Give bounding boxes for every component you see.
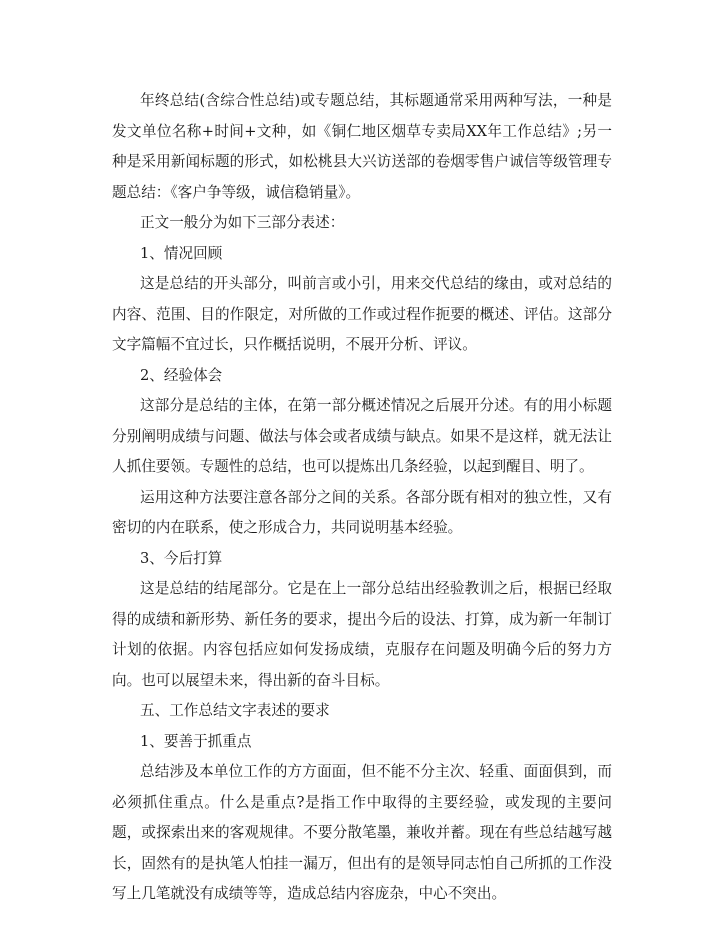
paragraph-focus-on-key-points: 总结涉及本单位工作的方方面面，但不能不分主次、轻重、面面俱到，而必须抓住重点。什么是重点?是指工作中取得的主要经验，或发现的主要问题，或探索出来的客观规律。不要分散笔墨，兼收并蓄。现在有些总结越写越长，固然有的是执笔人怕挂一漏万，但出有的是领导同志怕自己所抓的工作没写上几笔就没有成绩等等，造成总结内容庞杂，中心不突出。 [112,763,612,902]
document-body [112,86,612,910]
paragraph-future-plans: 这是总结的结尾部分。它是在上一部分总结出经验教训之后，根据已经取得的成绩和新形势、新任务的要求，提出今后的设法、打算，成为新一年制订计划的依据。内容包括应如何发扬成绩，克服存在问题及明确今后的努力方向。也可以展望未来，得出新的奋斗目标。 [112,580,612,689]
heading-experience: 2、经验体会 [140,366,223,384]
heading-writing-requirements: 五、工作总结文字表述的要求 [140,702,330,719]
heading-future-plans: 3、今后打算 [140,549,223,567]
heading-focus-on-key-points: 1、要善于抓重点 [140,732,252,750]
paragraph-experience-method: 运用这种方法要注意各部分之间的关系。各部分既有相对的独立性，又有密切的内在联系，使之形成合力，共同说明基本经验。 [112,488,612,536]
heading-situation-review: 1、情况回顾 [140,244,223,262]
paragraph-body-intro: 正文一般分为如下三部分表述： [140,214,345,231]
paragraph-title-forms: 年终总结(含综合性总结)或专题总结，其标题通常采用两种写法，一种是发文单位名称+时间+文种，如《铜仁地区烟草专卖局XX年工作总结》;另一种是采用新闻标题的形式，如松桃县大兴访送部的卷烟零售户诚信等级管理专题总结：《客户争等级，诚信稳销量》。 [112,92,612,201]
paragraph-experience: 这部分是总结的主体，在第一部分概述情况之后展开分述。有的用小标题分别阐明成绩与问题、做法与体会或者成绩与缺点。如果不是这样，就无法让人抓住要领。专题性的总结，也可以提炼出几条经验，以起到醒目、明了。 [112,397,612,475]
paragraph-situation-review: 这是总结的开头部分，叫前言或小引，用来交代总结的缘由，或对总结的内容、范围、目的作限定，对所做的工作或过程作扼要的概述、评估。这部分文字篇幅不宜过长，只作概括说明，不展开分析、评议。 [112,275,612,353]
